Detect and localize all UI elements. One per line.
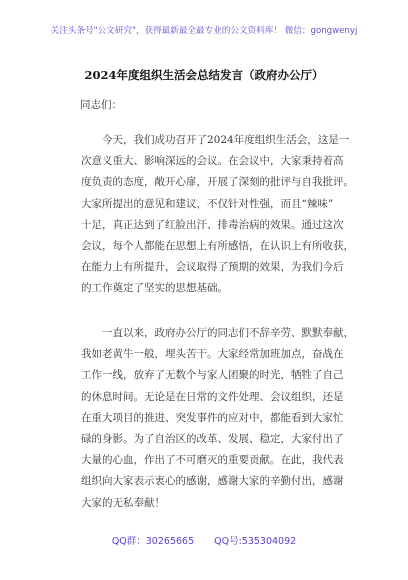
paragraph-line: 会议，每个人都能在思想上有所感悟，在认识上有所收获，: [81, 239, 354, 252]
footer-qq-group: QQ群：30265665: [111, 536, 195, 547]
paragraph-line: 十足，真正达到了红脸出汗、排毒治病的效果。通过这次: [81, 218, 344, 231]
footer-contact: [0, 533, 408, 547]
paragraph-1: [81, 130, 354, 300]
header-banner: 关注头条号"公文研究"，获得最新最全最专业的公文资料库！ 微信：gongwenyj: [50, 26, 358, 36]
paragraph-line: 工作一线，放弃了无数个与家人团聚的时光，牺牲了自己: [81, 369, 344, 382]
paragraph-line: 的休息时间。无论是在日常的文件处理、会议组织，还是: [81, 390, 344, 403]
paragraph-line: 大家所提出的意见和建议，不仅针对性强，而且“辣味”: [81, 197, 334, 210]
paragraph-line: 次意义重大、影响深远的会议。在会议中，大家秉持着高: [81, 155, 344, 168]
document-title: 2024年度组织生活会总结发言（政府办公厅）: [84, 68, 324, 82]
paragraph-line: 度负责的态度，敞开心扉，开展了深刻的批评与自我批评。: [81, 176, 354, 189]
salutation: 同志们：: [80, 99, 122, 111]
paragraph-line: 碌的身影。为了自治区的改革、发展、稳定，大家付出了: [81, 432, 344, 445]
paragraph-line: 在能力上有所提升，会议取得了预期的效果，为我们今后: [81, 261, 344, 274]
paragraph-line: 在重大项目的推进、突发事件的应对中，都能看到大家忙: [81, 411, 344, 424]
paragraph-line: 大家的无私奉献！: [81, 496, 165, 509]
paragraph-line: 一直以来，政府办公厅的同志们不辞辛劳、默默奉献，: [102, 327, 354, 339]
footer-qq: QQ号:535304092: [214, 536, 297, 547]
paragraph-line: 我如老黄牛一般，埋头苦干。大家经常加班加点，奋战在: [81, 348, 344, 361]
paragraph-2: [81, 323, 354, 514]
paragraph-line: 今天，我们成功召开了2024年度组织生活会，这是一: [102, 134, 350, 146]
paragraph-line: 组织向大家表示衷心的感谢，感谢大家的辛勤付出，感谢: [81, 475, 344, 488]
paragraph-line: 的工作奠定了坚实的思想基础。: [81, 282, 228, 295]
paragraph-line: 大量的心血，作出了不可磨灭的重要贡献。在此，我代表: [81, 454, 344, 467]
